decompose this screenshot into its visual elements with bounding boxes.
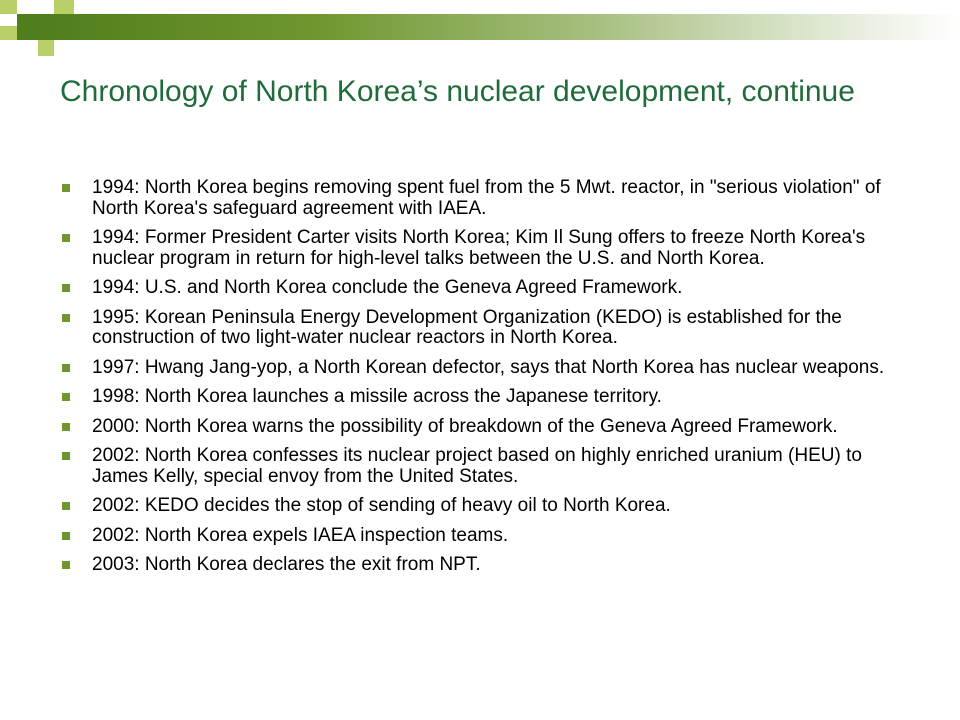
bullet-list xyxy=(60,178,910,585)
bullet-text: 1994: North Korea begins removing spent fuel from the 5 Mwt. reactor, in "serious violation" of North Korea's safeguard agreement with IAEA. xyxy=(92,177,881,219)
bullet-item xyxy=(60,446,910,487)
bullet-text: 2002: North Korea confesses its nuclear project based on highly enriched uranium (HEU) to James Kelly, special envoy from the United States. xyxy=(92,445,862,487)
bullet-square-icon xyxy=(62,234,70,242)
bullet-text: 2002: KEDO decides the stop of sending of heavy oil to North Korea. xyxy=(92,495,671,516)
corner-decoration-square xyxy=(0,0,17,14)
corner-decoration-square xyxy=(0,26,17,40)
bullet-square-icon xyxy=(62,314,70,322)
corner-decoration-square xyxy=(54,0,74,14)
bullet-item xyxy=(60,526,910,547)
bullet-item xyxy=(60,496,910,517)
bullet-item xyxy=(60,278,910,299)
bullet-item xyxy=(60,358,910,379)
bullet-text: 2002: North Korea expels IAEA inspection teams. xyxy=(92,524,509,546)
bullet-square-icon xyxy=(62,393,70,401)
bullet-square-icon xyxy=(62,452,70,460)
bullet-text: 1994: U.S. and North Korea conclude the Geneva Agreed Framework. xyxy=(92,277,683,298)
bullet-item xyxy=(60,228,910,269)
bullet-square-icon xyxy=(62,423,70,431)
bullet-item xyxy=(60,555,910,576)
bullet-square-icon xyxy=(62,184,70,192)
bullet-item xyxy=(60,308,910,349)
bullet-text: 2003: North Korea declares the exit from NPT. xyxy=(92,554,481,575)
bullet-square-icon xyxy=(62,532,70,540)
bullet-square-icon xyxy=(62,364,70,372)
bullet-text: 1998: North Korea launches a missile across the Japanese territory. xyxy=(92,386,662,407)
bullet-square-icon xyxy=(62,502,70,510)
slide-title: Chronology of North Korea’s nuclear development, continue xyxy=(60,75,855,108)
bullet-text: 1997: Hwang Jang-yop, a North Korean defector, says that North Korea has nuclear weapons. xyxy=(92,356,885,378)
corner-decoration-square xyxy=(17,14,38,40)
bullet-item xyxy=(60,417,910,438)
bullet-text: 1995: Korean Peninsula Energy Development Organization (KEDO) is established for the construction of two light-water nuclear reactors in North Korea. xyxy=(92,306,842,348)
corner-decoration-square xyxy=(38,40,54,56)
header-gradient-bar xyxy=(38,14,960,40)
bullet-text: 2000: North Korea warns the possibility of breakdown of the Geneva Agreed Framework. xyxy=(92,415,838,437)
bullet-square-icon xyxy=(62,561,70,569)
bullet-item xyxy=(60,178,910,219)
bullet-square-icon xyxy=(62,284,70,292)
bullet-text: 1994: Former President Carter visits North Korea; Kim Il Sung offers to freeze North Korea's nuclear program in return for high-level talks between the U.S. and North Korea. xyxy=(92,227,866,269)
bullet-item xyxy=(60,387,910,408)
